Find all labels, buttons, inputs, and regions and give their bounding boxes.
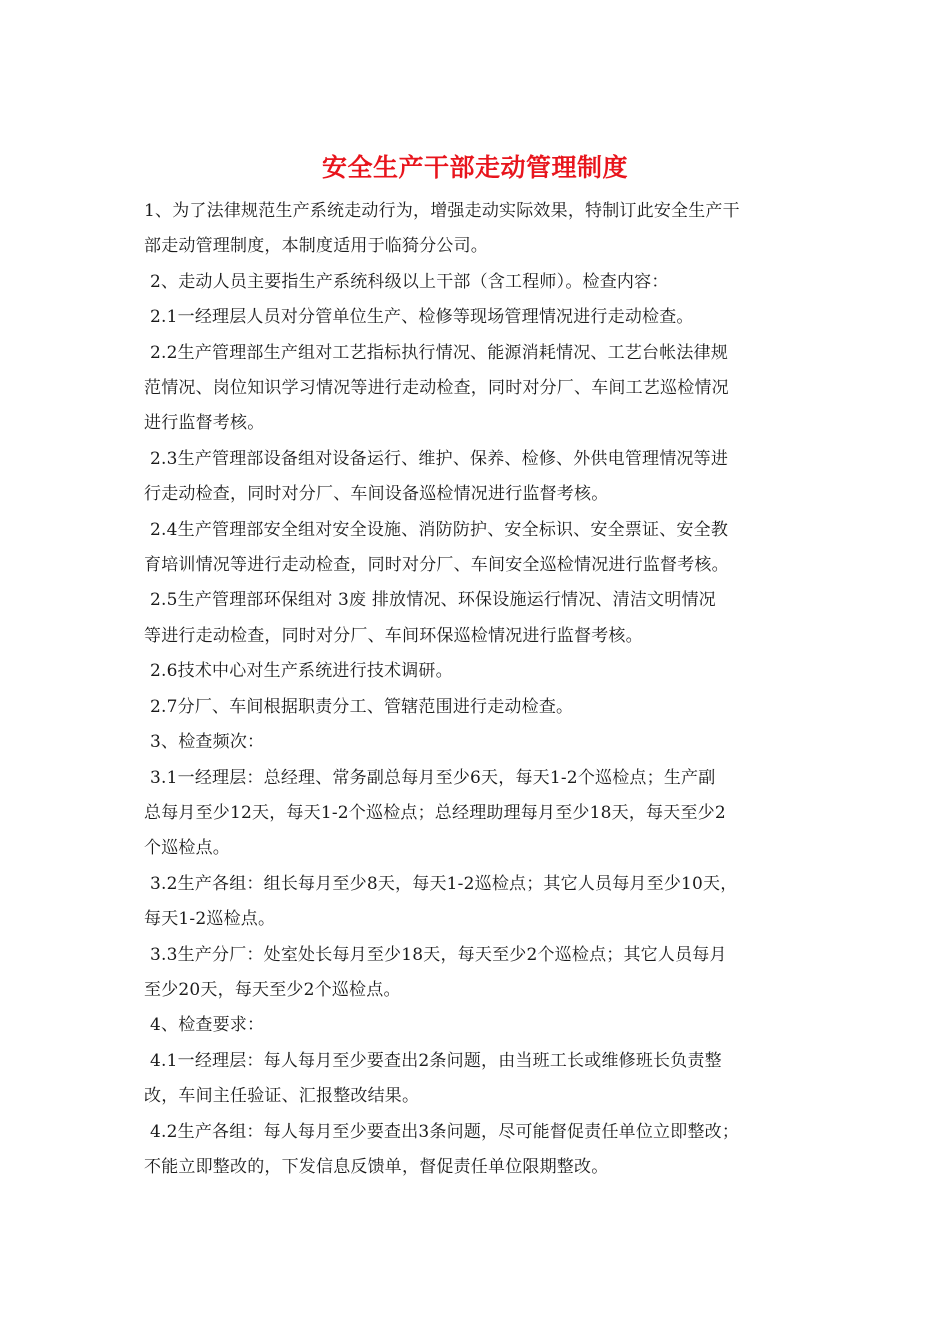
paragraph-line: 改，车间主任验证、汇报整改结果。: [144, 1086, 420, 1107]
paragraph-line: 3.1一经理层：总经理、常务副总每月至少6天，每天1-2个巡检点；生产副: [150, 767, 716, 788]
paragraph-line: 不能立即整改的，下发信息反馈单，督促责任单位限期整改。: [144, 1156, 609, 1177]
paragraph-line: 3.3生产分厂：处室处长每月至少18天，每天至少2个巡检点；其它人员每月: [150, 944, 727, 965]
paragraph: [144, 1044, 812, 1115]
paragraph: [144, 1115, 812, 1186]
paragraph-line: 范情况、岗位知识学习情况等进行走动检查，同时对分厂、车间工艺巡检情况: [144, 378, 729, 399]
paragraph: [144, 938, 812, 1009]
paragraph-line: 2.2生产管理部生产组对工艺指标执行情况、能源消耗情况、工艺台帐法律规: [150, 342, 729, 363]
paragraph-line: 2.5生产管理部环保组对 3废 排放情况、环保设施运行情况、清洁文明情况: [150, 590, 716, 611]
paragraph-line: 行走动检查，同时对分厂、车间设备巡检情况进行监督考核。: [144, 484, 609, 505]
paragraph-line: 每天1-2巡检点。: [144, 909, 276, 930]
paragraph: [144, 725, 812, 760]
paragraph-line: 个巡检点。: [144, 838, 230, 859]
paragraph: [144, 867, 812, 938]
paragraph-line: 进行监督考核。: [144, 413, 265, 434]
paragraph: [144, 194, 812, 265]
paragraph: [144, 690, 812, 725]
paragraph-line: 4.1一经理层：每人每月至少要查出2条问题，由当班工长或维修班长负责整: [150, 1050, 722, 1071]
paragraph-line: 3.2生产各组：组长每月至少8天，每天1-2巡检点；其它人员每月至少10天，: [150, 873, 738, 894]
paragraph-line: 2.4生产管理部安全组对安全设施、消防防护、安全标识、安全票证、安全教: [150, 519, 729, 540]
paragraph-line: 2.1一经理层人员对分管单位生产、检修等现场管理情况进行走动检查。: [150, 307, 694, 328]
paragraph-line: 1、为了法律规范生产系统走动行为，增强走动实际效果，特制订此安全生产干: [144, 201, 740, 221]
paragraph-line: 3、检查频次：: [150, 732, 265, 753]
paragraph-line: 4.2生产各组：每人每月至少要查出3条问题，尽可能督促责任单位立即整改；: [150, 1121, 740, 1142]
paragraph-line: 2.6技术中心对生产系统进行技术调研。: [150, 661, 453, 682]
paragraph: [144, 513, 812, 584]
paragraph-line: 2.7分厂、车间根据职责分工、管辖范围进行走动检查。: [150, 696, 574, 717]
paragraph-line: 育培训情况等进行走动检查，同时对分厂、车间安全巡检情况进行监督考核。: [144, 555, 729, 576]
paragraph: [144, 300, 812, 335]
paragraph: [144, 654, 812, 689]
paragraph-line: 2、走动人员主要指生产系统科级以上干部（含工程师）。检查内容：: [150, 271, 669, 292]
document-title: 安全生产干部走动管理制度: [321, 153, 628, 182]
paragraph-line: 等进行走动检查，同时对分厂、车间环保巡检情况进行监督考核。: [144, 625, 643, 646]
document-body: [144, 194, 812, 1185]
paragraph: [144, 583, 812, 654]
paragraph-line: 2.3生产管理部设备组对设备运行、维护、保养、检修、外供电管理情况等进: [150, 448, 729, 469]
paragraph: [144, 761, 812, 867]
paragraph: [144, 1008, 812, 1043]
paragraph-line: 4、检查要求：: [150, 1015, 265, 1036]
paragraph-line: 部走动管理制度，本制度适用于临猗分公司。: [144, 236, 488, 257]
paragraph-line: 至少20天，每天至少2个巡检点。: [144, 979, 401, 1000]
paragraph: [144, 442, 812, 513]
paragraph: [144, 336, 812, 442]
paragraph-line: 总每月至少12天，每天1-2个巡检点；总经理助理每月至少18天，每天至少2: [144, 802, 726, 823]
paragraph: [144, 265, 812, 300]
